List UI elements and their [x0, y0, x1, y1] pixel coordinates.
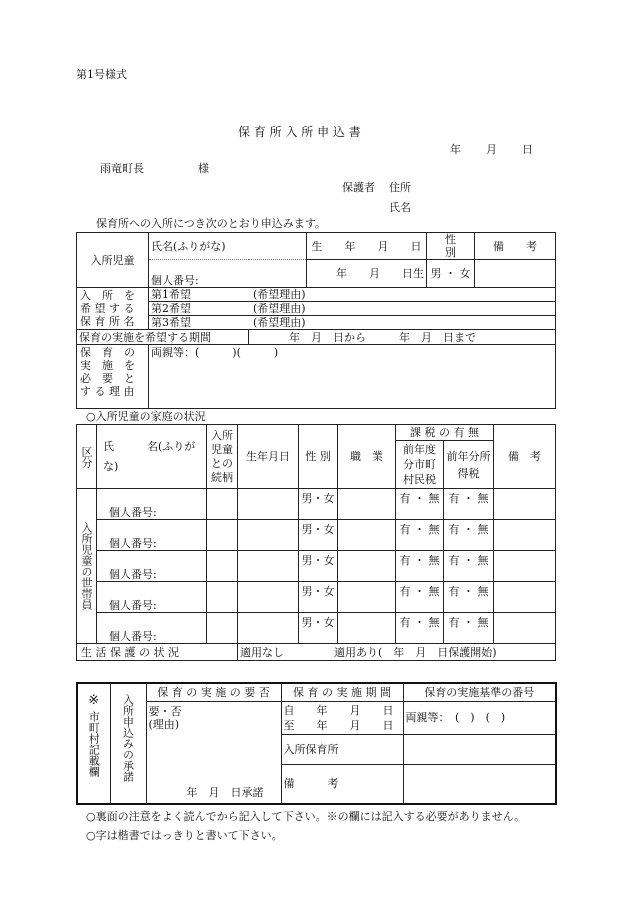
wish-1-label: 第1希望: [151, 288, 191, 301]
col-remarks: 備 考: [494, 425, 556, 489]
col-kubun: 区分: [77, 425, 97, 489]
office-side: [77, 683, 110, 804]
child-name-label: 氏名(ふりがな): [149, 233, 307, 260]
period-value[interactable]: 年 月 日から 年 月 日まで: [249, 330, 556, 345]
table-row: [77, 613, 556, 644]
reason-value[interactable]: 両親等：( )( ): [149, 345, 556, 409]
wish-3-reason: (希望理由): [253, 316, 306, 329]
member-3-tax1[interactable]: 有 ・ 無: [396, 551, 444, 582]
welfare-applied: 適用あり( 年 月 日保護開始): [334, 645, 497, 659]
nursery-label: 入所保育所: [281, 734, 403, 764]
remarks-input[interactable]: [475, 260, 556, 288]
wish-1-reason: (希望理由): [253, 288, 306, 301]
member-4-tax2[interactable]: 有 ・ 無: [444, 582, 494, 613]
need-value: 要・否: [148, 704, 182, 718]
reason-label-3: 必 要 と: [80, 372, 135, 385]
child-id-label: 個人番号:: [151, 274, 199, 287]
member-4-relation[interactable]: [207, 582, 238, 613]
household-side-label: 入所児童の世帯員: [77, 489, 97, 644]
wish-2-label: 第2希望: [151, 302, 191, 315]
date-month: 月: [486, 143, 497, 156]
member-4-sex[interactable]: 男・女: [299, 582, 338, 613]
table-row: [77, 551, 556, 582]
standard-value[interactable]: 両親等： ( ) ( ): [403, 701, 556, 734]
child-header: 入所児童: [77, 233, 149, 288]
period-header: 保 育 の 実 施 期 間: [281, 683, 403, 701]
period-cell[interactable]: [281, 701, 403, 734]
col-tax: 課 税 の 有 無: [396, 425, 494, 441]
birth-header: 生 年 月 日: [307, 233, 427, 260]
office-table: [76, 682, 557, 805]
wish-label-3: 保 育 所 名: [80, 315, 135, 328]
guardian-name-label: 氏名: [389, 201, 411, 214]
member-3-tax2[interactable]: 有 ・ 無: [444, 551, 494, 582]
table-row: [77, 582, 556, 613]
note-2: ○字は楷書ではっきりと書いて下さい。: [86, 829, 283, 842]
member-2-job[interactable]: [338, 520, 396, 551]
member-1-birth[interactable]: [238, 489, 299, 520]
member-1-sex[interactable]: 男・女: [299, 489, 338, 520]
addressee-honorific: 様: [198, 162, 209, 175]
nursery-input[interactable]: [403, 734, 556, 764]
col-name: 氏 名(ふりがな): [97, 425, 207, 489]
need-header: 保 育 の 実 施 の 要 否: [146, 683, 281, 701]
remarks-header: 備 考: [475, 233, 556, 260]
member-5-name[interactable]: 個人番号:: [97, 613, 207, 644]
period-from: 自 年 月 日: [283, 703, 394, 717]
welfare-value[interactable]: [238, 644, 556, 661]
member-2-sex[interactable]: 男・女: [299, 520, 338, 551]
member-3-name[interactable]: 個人番号:: [97, 551, 207, 582]
member-1-relation[interactable]: [207, 489, 238, 520]
note-1: ○裏面の注意をよく読んでから記入して下さい。※の欄には記入する必要がありません。: [86, 810, 526, 823]
member-3-remarks[interactable]: [494, 551, 556, 582]
reason-label-1: 保 育 の: [80, 346, 135, 359]
member-4-birth[interactable]: [238, 582, 299, 613]
date-day: 日: [522, 143, 533, 156]
member-4-remarks[interactable]: [494, 582, 556, 613]
member-4-tax1[interactable]: 有 ・ 無: [396, 582, 444, 613]
member-3-birth[interactable]: [238, 551, 299, 582]
page-title: 保 育 所 入 所 申 込 書: [238, 125, 361, 139]
member-2-relation[interactable]: [207, 520, 238, 551]
col-job: 職 業: [338, 425, 396, 489]
wish-label-1: 入 所 を: [80, 289, 135, 302]
member-1-name[interactable]: 個人番号:: [97, 489, 207, 520]
table-row: [77, 489, 556, 520]
welfare-label: 生 活 保 護 の 状 況: [77, 644, 238, 661]
office-remarks-input[interactable]: [403, 764, 556, 804]
member-5-sex[interactable]: 男・女: [299, 613, 338, 644]
table-row: [77, 520, 556, 551]
need-reason: (理由): [148, 717, 180, 731]
addressee-name: 雨竜町長: [100, 162, 144, 175]
family-heading: ○入所児童の家庭の状況: [86, 410, 206, 423]
date-year: 年: [450, 143, 461, 156]
approval-date: 年 月 日承諾: [186, 786, 264, 799]
child-name-input[interactable]: [149, 260, 307, 288]
col-sex: 性 別: [299, 425, 338, 489]
sex-header: 性 別: [427, 233, 475, 260]
member-3-job[interactable]: [338, 551, 396, 582]
form-number: 第1号様式: [76, 68, 127, 81]
guardian-address-label: 住所: [389, 181, 411, 194]
period-to: 至 年 月 日: [283, 718, 394, 732]
wish-row-1[interactable]: [149, 288, 556, 302]
member-5-remarks[interactable]: [494, 613, 556, 644]
member-2-tax2[interactable]: 有 ・ 無: [444, 520, 494, 551]
member-3-relation[interactable]: [207, 551, 238, 582]
birth-value[interactable]: 年 月 日生: [307, 260, 427, 288]
office-side-label: 市町村記載欄: [87, 711, 101, 777]
child-info-table: [76, 232, 556, 409]
guardian-label: 保護者: [342, 181, 375, 194]
family-table: [76, 424, 556, 661]
member-5-tax1[interactable]: 有 ・ 無: [396, 613, 444, 644]
welfare-none: 適用なし: [240, 645, 284, 659]
wish-2-reason: (希望理由): [253, 302, 306, 315]
wish-row-2[interactable]: [149, 302, 556, 316]
member-5-relation[interactable]: [207, 613, 238, 644]
member-2-remarks[interactable]: [494, 520, 556, 551]
need-cell[interactable]: [146, 701, 281, 804]
office-mark: ※: [88, 693, 100, 708]
member-2-name[interactable]: 個人番号:: [97, 520, 207, 551]
reason-label-4: す る 理 由: [80, 385, 135, 398]
col-relation: 入所児童との続柄: [207, 425, 238, 489]
member-3-sex[interactable]: 男・女: [299, 551, 338, 582]
member-5-job[interactable]: [338, 613, 396, 644]
member-2-tax1[interactable]: 有 ・ 無: [396, 520, 444, 551]
intro-text: 保育所への入所につき次のとおり申込みます。: [96, 217, 326, 230]
member-1-remarks[interactable]: [494, 489, 556, 520]
wish-row-3[interactable]: [149, 316, 556, 330]
col-birth: 生年月日: [238, 425, 299, 489]
member-5-birth[interactable]: [238, 613, 299, 644]
member-4-job[interactable]: [338, 582, 396, 613]
member-2-birth[interactable]: [238, 520, 299, 551]
member-1-tax2[interactable]: 有 ・ 無: [444, 489, 494, 520]
col-tax-prev-income: 前年分所得税: [444, 441, 494, 489]
wish-3-label: 第3希望: [151, 316, 191, 329]
office-remarks-label: 備 考: [281, 764, 403, 804]
period-label: 保育の実施を希望する期間: [77, 330, 249, 345]
member-1-job[interactable]: [338, 489, 396, 520]
col-tax-prev-year: 前年度分市町村民税: [396, 441, 444, 489]
sex-value[interactable]: 男 ・ 女: [427, 260, 475, 288]
member-1-tax1[interactable]: 有 ・ 無: [396, 489, 444, 520]
wish-label-2: 希 望 す る: [80, 302, 135, 315]
member-5-tax2[interactable]: 有 ・ 無: [444, 613, 494, 644]
reason-label-2: 実 施 を: [80, 359, 135, 372]
standard-header: 保育の実施基準の番号: [403, 683, 556, 701]
member-4-name[interactable]: 個人番号:: [97, 582, 207, 613]
approval-side: 入所申込みの承諾: [110, 683, 146, 804]
